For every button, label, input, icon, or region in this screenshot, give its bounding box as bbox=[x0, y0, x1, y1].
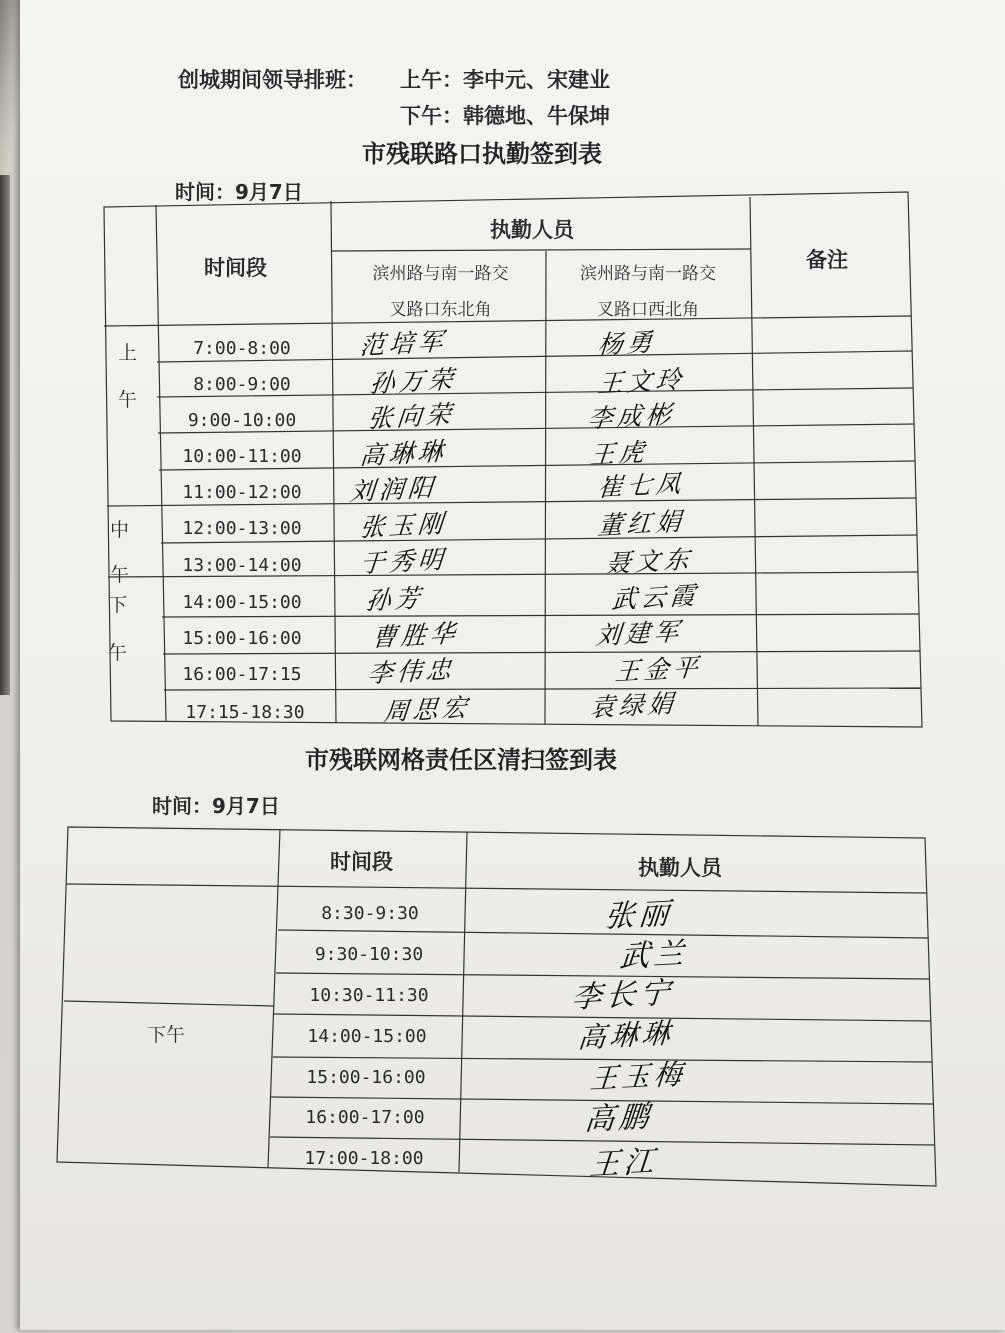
duty-signature-nw: 武云霞 bbox=[610, 580, 701, 615]
duty-slot-time: 13:00-14:00 bbox=[182, 555, 302, 576]
location-ne-line1: 滨州路与南一路交 bbox=[372, 264, 509, 284]
duty-sheet-date: 时间：9月7日 bbox=[175, 180, 303, 204]
duty-slot-time: 11:00-12:00 bbox=[182, 482, 302, 503]
duty-slot-time: 17:15-18:30 bbox=[185, 702, 305, 723]
duty-signature-ne: 李伟忠 bbox=[366, 654, 457, 689]
cleaning-signature: 李长宁 bbox=[570, 975, 676, 1016]
duty-signature-nw: 杨勇 bbox=[596, 327, 658, 360]
cleaning-slot-time: 15:00-16:00 bbox=[306, 1067, 426, 1088]
duty-slot-time: 15:00-16:00 bbox=[182, 628, 302, 649]
cleaning-sheet-date: 时间：9月7日 bbox=[152, 794, 280, 818]
duty-slot-time: 14:00-15:00 bbox=[182, 592, 302, 613]
duty-slot-time: 10:00-11:00 bbox=[182, 446, 302, 467]
cleaning-staff-header: 执勤人员 bbox=[638, 856, 722, 880]
location-nw-line2: 叉路口西北角 bbox=[597, 300, 699, 320]
duty-signature-ne: 孙芳 bbox=[364, 583, 426, 616]
location-nw-line1: 滨州路与南一路交 bbox=[580, 264, 716, 284]
duty-signature-ne: 孙万荣 bbox=[368, 364, 459, 399]
cleaning-signature: 王江 bbox=[588, 1144, 660, 1183]
location-ne-line2: 叉路口东北角 bbox=[389, 300, 492, 320]
cleaning-slot-time: 14:00-15:00 bbox=[307, 1026, 427, 1047]
duty-slot-time: 16:00-17:15 bbox=[182, 664, 302, 685]
cleaning-segment-afternoon: 下午 bbox=[147, 1024, 186, 1046]
duty-signature-ne: 曹胜华 bbox=[370, 618, 461, 653]
duty-signature-ne: 刘润阳 bbox=[348, 472, 439, 507]
duty-signature-nw: 李成彬 bbox=[586, 399, 677, 434]
duty-signature-nw: 袁绿娟 bbox=[588, 688, 679, 723]
duty-time-header: 时间段 bbox=[204, 256, 267, 280]
remarks-header: 备注 bbox=[806, 248, 848, 272]
duty-slot-time: 8:00-9:00 bbox=[193, 374, 291, 395]
cleaning-slot-time: 16:00-17:00 bbox=[305, 1107, 425, 1128]
cleaning-signature: 张丽 bbox=[603, 896, 675, 935]
cleaning-signature: 高鹏 bbox=[583, 1099, 655, 1138]
segment-afternoon-2: 午 bbox=[108, 642, 128, 664]
duty-slot-time: 7:00-8:00 bbox=[193, 338, 291, 359]
duty-signature-nw: 王文玲 bbox=[596, 364, 687, 399]
duty-signature-ne: 周思宏 bbox=[382, 692, 473, 727]
segment-morning-1: 上 bbox=[118, 342, 138, 364]
duty-sheet-title: 市残联路口执勤签到表 bbox=[362, 140, 602, 168]
cleaning-slot-time: 10:30-11:30 bbox=[309, 985, 429, 1006]
cleaning-slot-time: 9:30-10:30 bbox=[314, 944, 424, 965]
duty-signature-nw: 王金平 bbox=[613, 652, 704, 687]
segment-morning-2: 午 bbox=[118, 389, 138, 411]
duty-signature-ne: 于秀明 bbox=[358, 544, 449, 579]
duty-signature-ne: 张玉刚 bbox=[358, 508, 449, 543]
cleaning-time-header: 时间段 bbox=[330, 850, 393, 874]
segment-noon-1: 中 bbox=[110, 519, 130, 541]
cleaning-slot-time: 8:30-9:30 bbox=[321, 903, 419, 924]
cleaning-slot-time: 17:00-18:00 bbox=[304, 1148, 424, 1169]
duty-signature-nw: 崔七凤 bbox=[596, 468, 687, 503]
leader-schedule-afternoon: 下午：韩德地、牛保坤 bbox=[400, 104, 610, 128]
leader-schedule-label: 创城期间领导排班： bbox=[178, 68, 367, 92]
duty-signature-nw: 王虎 bbox=[588, 437, 650, 470]
cleaning-signature: 武兰 bbox=[618, 936, 690, 975]
cleaning-sheet-title: 市残联网格责任区清扫签到表 bbox=[305, 746, 617, 774]
duty-slot-time: 9:00-10:00 bbox=[187, 410, 297, 431]
duty-signature-nw: 刘建军 bbox=[594, 616, 685, 651]
segment-afternoon-1: 下 bbox=[108, 594, 128, 616]
duty-slot-time: 12:00-13:00 bbox=[182, 518, 302, 539]
leader-schedule-morning: 上午：李中元、宋建业 bbox=[400, 68, 610, 92]
duty-signature-ne: 范培军 bbox=[358, 326, 449, 361]
duty-signature-nw: 董红娟 bbox=[596, 506, 687, 541]
duty-signature-ne: 高琳琳 bbox=[358, 436, 449, 471]
duty-signature-nw: 聂文东 bbox=[604, 544, 695, 579]
cleaning-signature: 王玉梅 bbox=[588, 1057, 688, 1096]
duty-signature-ne: 张向荣 bbox=[366, 399, 457, 434]
cleaning-signature: 高琳琳 bbox=[576, 1016, 676, 1055]
duty-staff-header: 执勤人员 bbox=[490, 218, 574, 242]
